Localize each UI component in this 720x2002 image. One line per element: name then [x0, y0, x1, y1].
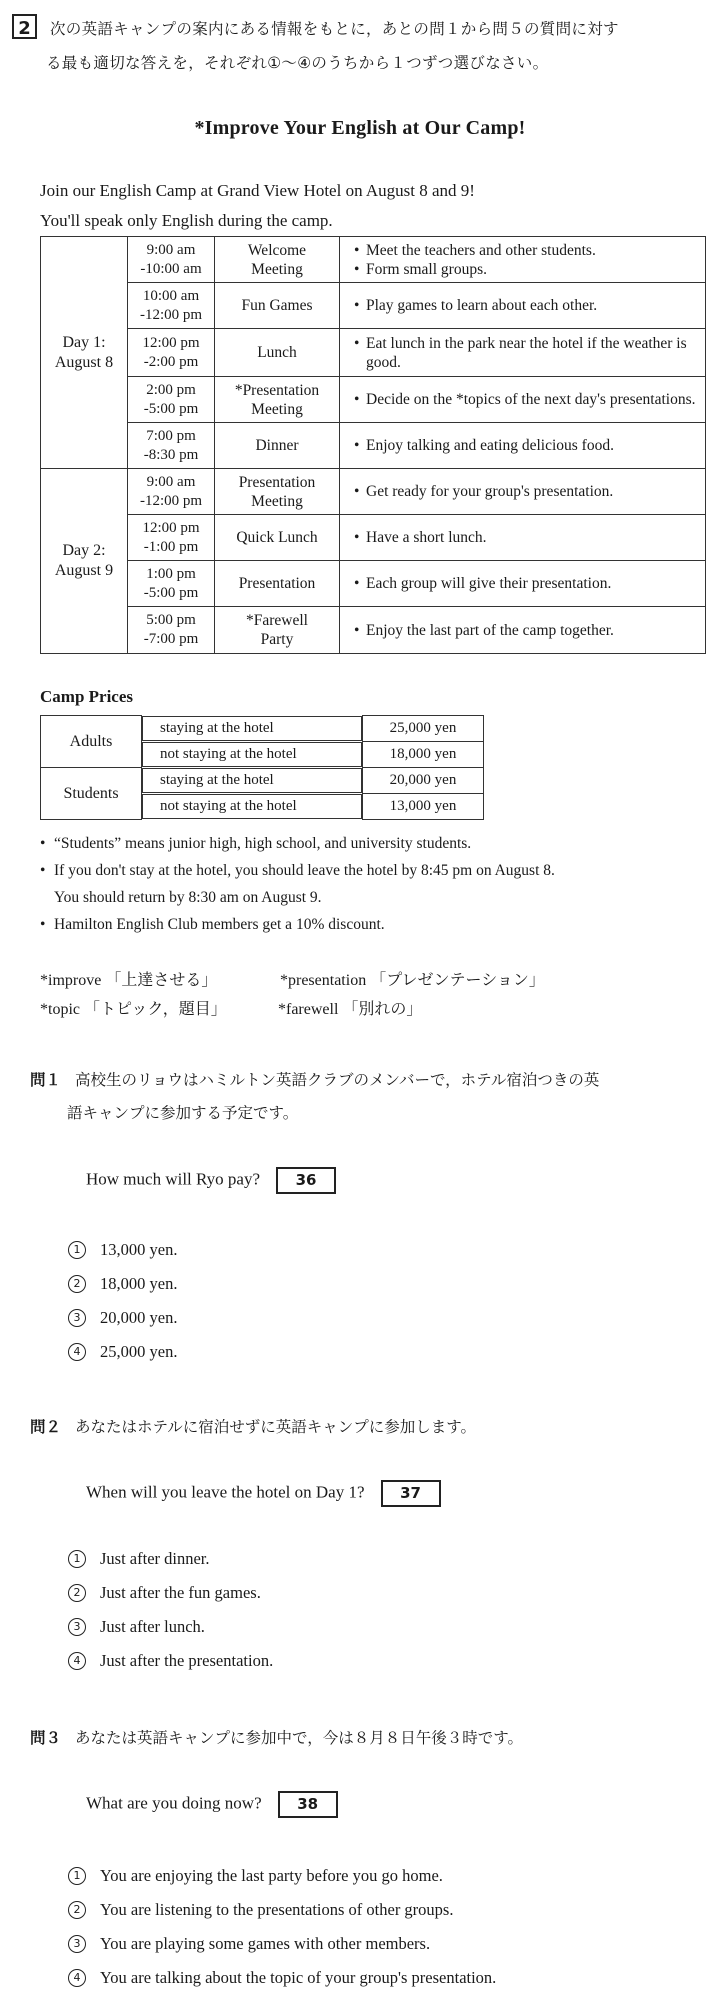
option-4[interactable]: [68, 1335, 177, 1369]
glossary-item: *presentation 「プレゼンテーション」: [280, 972, 545, 989]
schedule-row: [41, 283, 706, 329]
time-cell: [128, 237, 215, 283]
circled-number-icon: 1: [68, 1550, 86, 1568]
question-3: [30, 1722, 710, 1987]
option-4[interactable]: [68, 1644, 273, 1678]
question-3-options: [68, 1859, 496, 1995]
description-item: • Each group will give their presentation.: [354, 574, 699, 593]
option-4[interactable]: [68, 1961, 496, 1995]
time-start: 10:00 am: [142, 287, 200, 304]
option-label: staying at the hotel: [142, 768, 362, 793]
option-1[interactable]: [68, 1233, 177, 1267]
option-label: not staying at the hotel: [142, 794, 362, 819]
event-cell: [215, 329, 340, 377]
option-text: Just after dinner.: [100, 1549, 210, 1568]
prices-heading: Camp Prices: [40, 687, 134, 706]
event-cell: [215, 377, 340, 423]
time-end: -2:00 pm: [143, 353, 199, 370]
description-item: • Have a short lunch.: [354, 528, 699, 547]
section-number: 2: [12, 14, 37, 39]
price-row: [41, 768, 484, 794]
note-line: You should return by 8:30 am on August 9.: [54, 889, 322, 906]
event-cell: [215, 237, 340, 283]
event-name-2: Meeting: [251, 400, 303, 418]
day-2-label: Day 2:: [62, 542, 106, 559]
event-cell: [215, 561, 340, 607]
day-1-date: August 8: [54, 353, 114, 371]
time-end: -12:00 pm: [139, 306, 203, 323]
circled-number-icon: 2: [68, 1901, 86, 1919]
note-line: • If you don't stay at the hotel, you should leave the hotel by 8:45 pm on August 8.: [54, 862, 555, 879]
note-item: [40, 857, 710, 911]
camp-title: *Improve Your English at Our Camp!: [194, 117, 526, 139]
price-value: 20,000 yen: [363, 768, 484, 794]
students-label: Students: [41, 768, 142, 820]
glossary-row: [40, 966, 545, 995]
event-cell: [215, 423, 340, 469]
schedule-row: [41, 237, 706, 283]
option-3[interactable]: [68, 1610, 273, 1644]
question-1-options: [68, 1233, 177, 1369]
circled-number-icon: 4: [68, 1652, 86, 1670]
description-item: • Enjoy talking and eating delicious food.: [354, 436, 699, 455]
circled-number-icon: 3: [68, 1935, 86, 1953]
description-cell: [340, 607, 706, 654]
time-end: -12:00 pm: [139, 492, 203, 509]
description-cell: [340, 561, 706, 607]
time-end: -1:00 pm: [143, 538, 199, 555]
event-name: Presentation: [238, 473, 316, 491]
question-1: [30, 1064, 710, 1361]
circled-number-icon: 3: [68, 1618, 86, 1636]
question-sentence: What are you doing now?: [86, 1793, 262, 1813]
question-label: 問３: [30, 1729, 62, 1747]
event-name: Fun Games: [241, 297, 313, 314]
question-2-options: [68, 1542, 273, 1678]
instruction-line-1: 次の英語キャンプの案内にある情報をもとに，あとの問１から問５の質問に対す: [50, 20, 619, 38]
schedule-row: [41, 377, 706, 423]
event-cell: [215, 283, 340, 329]
schedule-row: [41, 607, 706, 654]
price-row: [41, 716, 484, 742]
description-item: • Eat lunch in the park near the hotel if the weather is good.: [354, 334, 699, 372]
question-1-english: [86, 1167, 336, 1194]
option-text: 20,000 yen.: [100, 1308, 178, 1327]
option-text: You are talking about the topic of your group's presentation.: [100, 1968, 497, 1987]
option-1[interactable]: [68, 1859, 496, 1893]
time-end: -5:00 pm: [143, 400, 199, 417]
price-value: 13,000 yen: [363, 794, 484, 820]
note-item: • “Students” means junior high, high school, and university students.: [40, 830, 710, 857]
time-cell: [128, 469, 215, 515]
description-item: • Play games to learn about each other.: [354, 296, 699, 315]
question-2-english: [86, 1480, 441, 1507]
option-text: You are listening to the presentations of other groups.: [100, 1900, 454, 1919]
option-label: not staying at the hotel: [142, 742, 362, 767]
time-start: 2:00 pm: [146, 381, 196, 398]
answer-box[interactable]: 38: [278, 1791, 338, 1818]
circled-number-icon: 4: [68, 1969, 86, 1987]
option-text: Just after lunch.: [100, 1617, 205, 1636]
glossary: [40, 966, 545, 1024]
option-text: 18,000 yen.: [100, 1274, 178, 1293]
glossary-item: *topic 「トピック，題目」: [40, 1001, 227, 1018]
time-start: 12:00 pm: [142, 334, 200, 351]
event-name: *Presentation: [234, 381, 320, 399]
circled-number-icon: 2: [68, 1275, 86, 1293]
question-label: 問２: [30, 1418, 62, 1436]
option-3[interactable]: [68, 1927, 496, 1961]
question-sentence: When will you leave the hotel on Day 1?: [86, 1482, 365, 1502]
event-name: Presentation: [238, 575, 316, 592]
time-start: 5:00 pm: [146, 612, 196, 628]
question-2-prompt: [30, 1411, 710, 1444]
event-name: Lunch: [257, 344, 297, 361]
time-cell: [128, 515, 215, 561]
schedule-table: [40, 236, 706, 654]
option-label: staying at the hotel: [142, 716, 362, 741]
description-item: • Get ready for your group's presentation.: [354, 482, 699, 501]
circled-number-icon: 3: [68, 1309, 86, 1327]
description-item: • Form small groups.: [354, 260, 699, 279]
camp-intro: [40, 176, 475, 236]
option-2[interactable]: [68, 1267, 177, 1301]
price-value: 25,000 yen: [363, 716, 484, 742]
time-end: -7:00 pm: [143, 631, 199, 647]
time-end: -8:30 pm: [143, 446, 199, 463]
day-2-cell: [41, 469, 128, 654]
question-3-english: [86, 1791, 338, 1818]
description-cell: [340, 469, 706, 515]
option-text: You are enjoying the last party before you go home.: [100, 1866, 443, 1885]
event-name: Dinner: [255, 437, 299, 454]
time-cell: [128, 561, 215, 607]
description-item: • Meet the teachers and other students.: [354, 241, 699, 260]
schedule-row: [41, 423, 706, 469]
time-cell: [128, 377, 215, 423]
time-start: 9:00 am: [146, 241, 196, 258]
question-text: あなたはホテルに宿泊せずに英語キャンプに参加します。: [75, 1418, 477, 1436]
answer-box[interactable]: 36: [276, 1167, 336, 1194]
event-name-2: Party: [260, 631, 294, 648]
glossary-item: *farewell 「別れの」: [278, 1001, 423, 1018]
time-cell: [128, 329, 215, 377]
event-name: Quick Lunch: [236, 529, 318, 546]
glossary-item: *improve 「上達させる」: [40, 972, 218, 989]
day-1-label: Day 1:: [62, 333, 106, 351]
circled-number-icon: 2: [68, 1584, 86, 1602]
question-1-prompt: [30, 1064, 710, 1130]
option-text: Just after the presentation.: [100, 1651, 274, 1670]
description-cell: [340, 237, 706, 283]
event-name: *Farewell: [246, 612, 308, 629]
description-item: • Decide on the *topics of the next day's presentations.: [354, 390, 699, 409]
option-text: 25,000 yen.: [100, 1342, 178, 1361]
description-cell: [340, 515, 706, 561]
glossary-row: [40, 995, 545, 1024]
option-2[interactable]: [68, 1893, 496, 1927]
time-start: 12:00 pm: [142, 519, 200, 536]
circled-number-icon: 1: [68, 1867, 86, 1885]
question-text: あなたは英語キャンプに参加中で，今は８月８日午後３時です。: [75, 1729, 523, 1747]
option-1[interactable]: [68, 1542, 273, 1576]
option-3[interactable]: [68, 1301, 177, 1335]
question-label: 問１: [30, 1071, 62, 1089]
option-2[interactable]: [68, 1576, 273, 1610]
time-cell: [128, 607, 215, 654]
option-text: Just after the fun games.: [100, 1583, 261, 1602]
event-name-2: Meeting: [251, 492, 303, 510]
option-text: 13,000 yen.: [100, 1240, 178, 1259]
description-cell: [340, 423, 706, 469]
price-value: 18,000 yen: [363, 742, 484, 768]
schedule-row: [41, 329, 706, 377]
time-end: -5:00 pm: [143, 584, 199, 601]
instruction-line-2: る最も適切な答えを，それぞれ①～④のうちから１つずつ選びなさい。: [46, 54, 549, 72]
time-cell: [128, 423, 215, 469]
question-2: [30, 1411, 710, 1670]
description-cell: [340, 377, 706, 423]
event-cell: [215, 515, 340, 561]
event-name: Welcome: [247, 241, 307, 259]
description-cell: [340, 329, 706, 377]
intro-line-2: You'll speak only English during the camp.: [40, 211, 333, 230]
day-1-cell: [41, 237, 128, 469]
question-text-cont: 語キャンプに参加する予定です。: [67, 1104, 299, 1122]
description-item: • Enjoy the last part of the camp together.: [354, 621, 699, 640]
prices-table: [40, 715, 484, 820]
time-cell: [128, 283, 215, 329]
circled-number-icon: 1: [68, 1241, 86, 1259]
time-start: 9:00 am: [146, 473, 196, 490]
answer-box[interactable]: 37: [381, 1480, 441, 1507]
question-3-prompt: [30, 1722, 710, 1755]
event-cell: [215, 469, 340, 515]
section-header: [12, 12, 712, 80]
adults-label: Adults: [41, 716, 142, 768]
time-start: 7:00 pm: [146, 427, 196, 444]
question-text: 高校生のリョウはハミルトン英語クラブのメンバーで，ホテル宿泊つきの英: [75, 1071, 600, 1089]
schedule-row: [41, 561, 706, 607]
question-sentence: How much will Ryo pay?: [86, 1169, 261, 1189]
day-2-date: August 9: [54, 562, 114, 579]
intro-line-1: Join our English Camp at Grand View Hotel on August 8 and 9!: [40, 181, 475, 200]
circled-number-icon: 4: [68, 1343, 86, 1361]
event-name-2: Meeting: [251, 260, 303, 278]
schedule-row: [41, 515, 706, 561]
instruction-text: [46, 12, 712, 80]
time-end: -10:00 am: [140, 260, 202, 277]
schedule-row: [41, 469, 706, 515]
note-item: • Hamilton English Club members get a 10% discount.: [40, 911, 710, 938]
notes-list: [40, 830, 710, 938]
description-cell: [340, 283, 706, 329]
time-start: 1:00 pm: [146, 565, 196, 582]
event-cell: [215, 607, 340, 654]
option-text: You are playing some games with other members.: [100, 1934, 431, 1953]
